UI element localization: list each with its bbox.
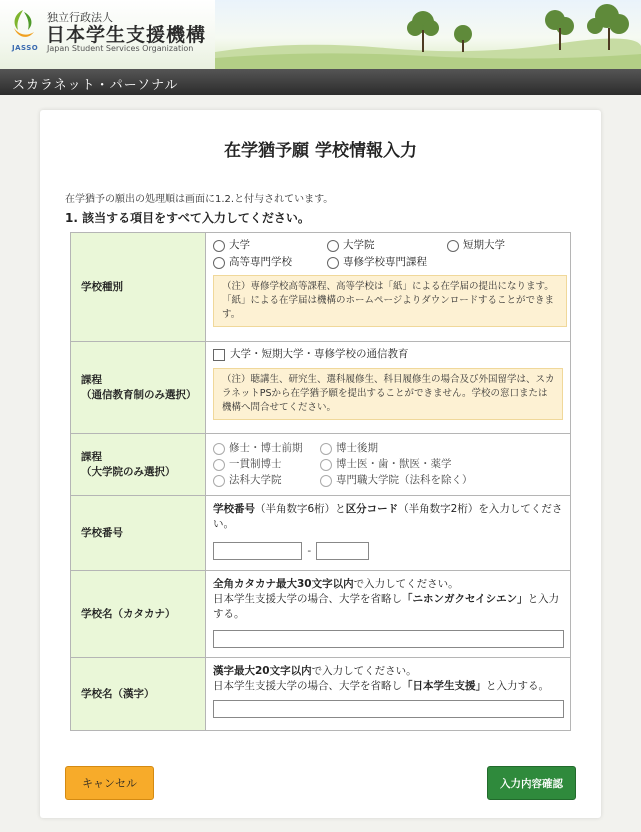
course-graduate-radio-group <box>213 441 563 488</box>
course-correspondence-label: 課程 （通信教育制のみ選択） <box>71 342 206 433</box>
school-type-label: 学校種別 <box>71 233 206 341</box>
radio-university[interactable]: 大学 <box>213 238 327 253</box>
jasso-logo-icon <box>8 6 38 44</box>
page-title: 在学猶予願 学校情報入力 <box>224 141 417 161</box>
org-name-english: Japan Student Services Organization <box>47 44 194 53</box>
row-course-correspondence <box>71 341 570 433</box>
school-name-kanji-instructions: 漢字最大20文字以内で入力してください。 日本学生支援大学の場合、大学を省略し「日本学生支援」と入力する。 <box>213 665 549 692</box>
radio-doctoral-medical[interactable]: 博士医・歯・獣医・薬学 <box>320 457 490 472</box>
school-name-kanji-input[interactable] <box>213 700 564 718</box>
service-title: スカラネット・パーソナル <box>12 78 179 93</box>
radio-technical-college[interactable]: 高等専門学校 <box>213 255 327 270</box>
org-name: 日本学生支援機構 <box>46 24 207 46</box>
separator: - <box>307 545 312 557</box>
school-name-kana-input[interactable] <box>213 630 564 648</box>
school-name-kana-instructions: 全角カタカナ最大30文字以内で入力してください。 日本学生支援大学の場合、大学を省略し「ニホンガクセイシエン」と入力する。 <box>213 578 560 620</box>
row-school-name-kanji <box>71 657 570 730</box>
radio-circle-icon[interactable] <box>320 459 332 471</box>
course-graduate-cell <box>206 434 570 495</box>
course-graduate-label: 課程 （大学院のみ選択） <box>71 434 206 495</box>
radio-junior-college[interactable]: 短期大学 <box>447 238 567 253</box>
radio-circle-icon[interactable] <box>327 257 339 269</box>
school-number-input[interactable] <box>213 542 302 560</box>
school-number-instructions: 学校番号（半角数字6桁）と区分コード（半角数字2桁）を入力してください。 <box>213 503 563 530</box>
school-number-label: 学校番号 <box>71 496 206 570</box>
row-school-name-kana <box>71 570 570 657</box>
radio-professional-graduate[interactable]: 専門職大学院（法科を除く） <box>320 473 490 488</box>
radio-circle-icon[interactable] <box>213 475 225 487</box>
school-name-kanji-cell <box>206 658 571 730</box>
school-info-form-table <box>70 232 571 731</box>
school-type-cell <box>206 233 574 341</box>
row-school-number <box>71 495 570 570</box>
course-correspondence-notice: （注）聴講生、研究生、選科履修生、科目履修生の場合及び外国留学は、スカラネットPSから在学猶予願を提出することができません。学校の窓口または機構へ問合せてください。 <box>213 368 563 420</box>
org-type-label: 独立行政法人 <box>47 11 113 24</box>
category-code-input[interactable] <box>316 542 369 560</box>
radio-law-school[interactable]: 法科大学院 <box>213 473 320 488</box>
school-type-radio-group <box>213 238 567 270</box>
school-number-cell <box>206 496 570 570</box>
radio-integrated-doctoral[interactable]: 一貫制博士 <box>213 457 320 472</box>
checkbox-correspondence-education[interactable]: 大学・短期大学・専修学校の通信教育 <box>213 347 563 362</box>
school-type-notice: （注）専修学校高等課程、高等学校は「紙」による在学届の提出になります。「紙」による在学届は機構のホームページよりダウンロードすることができます。 <box>213 275 567 327</box>
main-panel <box>40 110 601 818</box>
radio-vocational-school[interactable]: 専修学校専門課程 <box>327 255 447 270</box>
radio-doctoral-late[interactable]: 博士後期 <box>320 441 490 456</box>
row-course-graduate <box>71 433 570 495</box>
confirm-input-button[interactable]: 入力内容確認 <box>487 766 576 800</box>
radio-graduate-school[interactable]: 大学院 <box>327 238 447 253</box>
radio-circle-icon[interactable] <box>213 459 225 471</box>
radio-circle-icon[interactable] <box>320 475 332 487</box>
site-header <box>0 0 641 69</box>
cancel-button[interactable]: キャンセル <box>65 766 154 800</box>
header-scenery-image <box>215 0 641 69</box>
school-name-kanji-label: 学校名（漢字） <box>71 658 206 730</box>
radio-circle-icon[interactable] <box>327 240 339 252</box>
radio-circle-icon[interactable] <box>447 240 459 252</box>
course-correspondence-cell <box>206 342 570 433</box>
school-name-kana-label: 学校名（カタカナ） <box>71 571 206 657</box>
checkbox-icon[interactable] <box>213 349 225 361</box>
process-order-note: 在学猶予の願出の処理順は画面に1.2.と付与されています。 <box>65 194 334 205</box>
service-title-bar <box>0 69 641 95</box>
radio-circle-icon[interactable] <box>213 240 225 252</box>
school-name-kana-cell <box>206 571 571 657</box>
radio-circle-icon[interactable] <box>213 443 225 455</box>
radio-masters[interactable]: 修士・博士前期 <box>213 441 320 456</box>
logo-text: JASSO <box>12 44 39 52</box>
radio-circle-icon[interactable] <box>320 443 332 455</box>
school-number-inputs <box>213 542 563 560</box>
row-school-type <box>71 233 570 341</box>
step-heading: 1. 該当する項目をすべて入力してください。 <box>65 211 310 225</box>
radio-circle-icon[interactable] <box>213 257 225 269</box>
